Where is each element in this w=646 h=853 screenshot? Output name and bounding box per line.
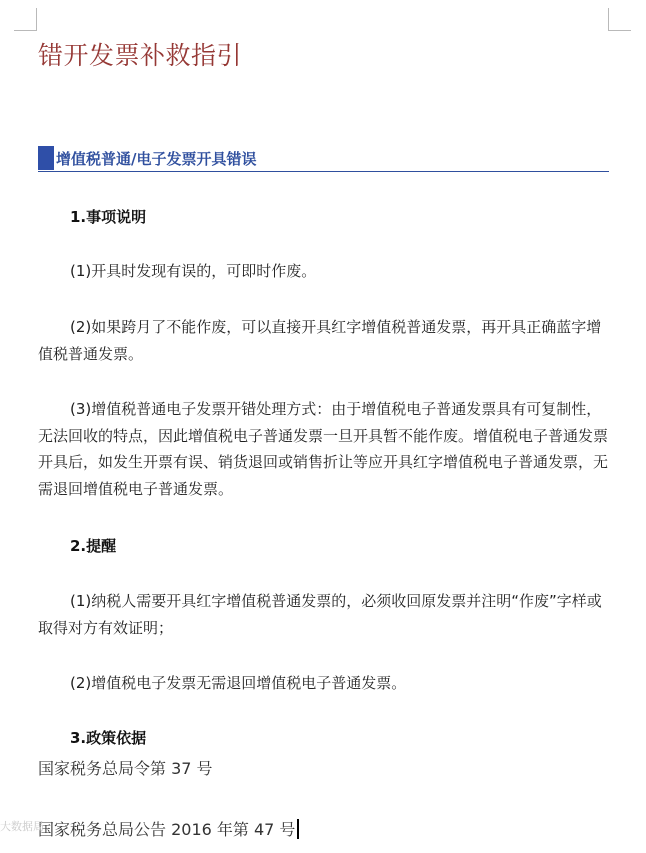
text-cursor bbox=[297, 819, 299, 839]
section-marker bbox=[38, 146, 54, 170]
paragraph-1-1: (1)开具时发现有误的，可即时作废。 bbox=[70, 262, 317, 280]
page-corner-top-left bbox=[14, 8, 37, 31]
document-title: 错开发票补救指引 bbox=[38, 41, 243, 70]
reference-1: 国家税务总局令第 37 号 bbox=[38, 759, 213, 778]
paragraph-1-3: (3)增值税普通电子发票开错处理方式：由于增值税电子普通发票具有可复制性，无法回收的特点，因此增值税电子普通发票一旦开具暂不能作废。增值税电子普通发票开具后，如发生开票有误、销货退回或销售折让等应开具红字增值税电子普通发票，无需退回增值税电子普通发票。 bbox=[38, 400, 609, 498]
section-heading bbox=[38, 146, 609, 172]
item-heading-1: 1.事项说明 bbox=[70, 208, 147, 226]
page-corner-top-right bbox=[608, 8, 631, 31]
item-heading-2: 2.提醒 bbox=[70, 537, 117, 555]
paragraph-2-1: (1)纳税人需要开具红字增值税普通发票的，必须收回原发票并注明“作废”字样或取得对方有效证明； bbox=[38, 592, 602, 637]
reference-2-text: 国家税务总局公告 2016 年第 47 号 bbox=[38, 820, 296, 839]
paragraph-1-2: (2)如果跨月了不能作废，可以直接开具红字增值税普通发票，再开具正确蓝字增值税普通发票。 bbox=[38, 318, 602, 363]
section-heading-text: 增值税普通/电子发票开具错误 bbox=[56, 150, 257, 168]
item-heading-3: 3.政策依据 bbox=[70, 729, 147, 747]
reference-2 bbox=[38, 817, 299, 840]
paragraph-2-2: (2)增值税电子发票无需退回增值税电子普通发票。 bbox=[70, 674, 407, 692]
watermark: 大数据局 bbox=[0, 820, 44, 833]
